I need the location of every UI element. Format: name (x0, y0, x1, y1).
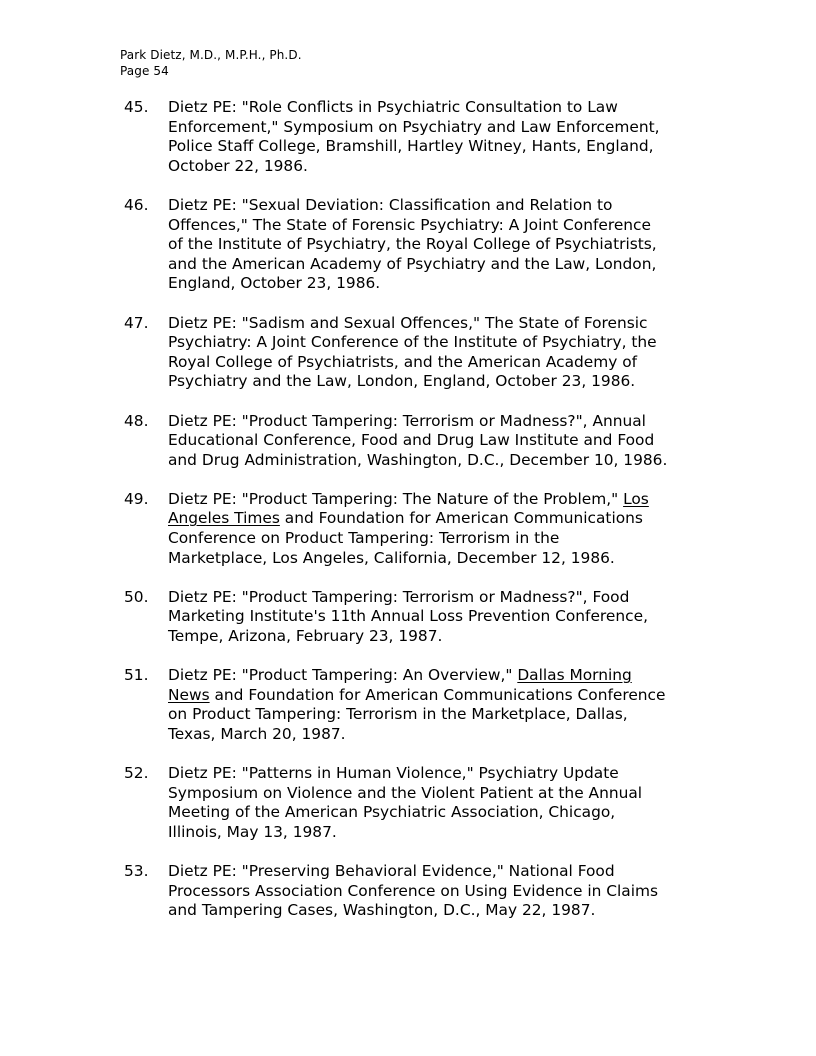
page-header (120, 47, 302, 79)
entry-line: Conference on Product Tampering: Terrorism in the (168, 529, 560, 548)
entry-text (168, 412, 708, 471)
entry-number: 46. (124, 195, 149, 214)
entry-number: 52. (124, 764, 149, 783)
entry-line: Dietz PE: "Product Tampering: Terrorism or Madness?", Annual (168, 411, 646, 430)
entry-line: Psychiatry: A Joint Conference of the Institute of Psychiatry, the (168, 333, 657, 352)
entry-line: Meeting of the American Psychiatric Association, Chicago, (168, 803, 616, 822)
list-item (0, 314, 708, 392)
author-credentials: Park Dietz, M.D., M.P.H., Ph.D. (120, 48, 302, 62)
publication-title-underlined: Angeles Times (168, 509, 280, 528)
entry-text (168, 490, 708, 568)
list-item (0, 98, 708, 176)
entry-line: of the Institute of Psychiatry, the Royal College of Psychiatrists, (168, 235, 657, 254)
entry-line: Tempe, Arizona, February 23, 1987. (168, 627, 443, 646)
list-item (0, 862, 708, 921)
entry-line (168, 666, 708, 686)
list-item (0, 196, 708, 294)
entry-line: Marketing Institute's 11th Annual Loss Prevention Conference, (168, 607, 648, 626)
entry-line (168, 490, 708, 510)
entry-number: 49. (124, 489, 149, 508)
entry-line: Dietz PE: "Patterns in Human Violence," Psychiatry Update (168, 764, 619, 783)
entry-line: Processors Association Conference on Using Evidence in Claims (168, 881, 659, 900)
entry-line: Royal College of Psychiatrists, and the American Academy of (168, 352, 638, 371)
entry-line: Dietz PE: "Sadism and Sexual Offences," The State of Forensic (168, 313, 648, 332)
entry-line-text: and Foundation for American Communications (279, 509, 643, 528)
entry-line (168, 686, 708, 706)
entry-text (168, 196, 708, 294)
entry-line: Police Staff College, Bramshill, Hartley Witney, Hants, England, (168, 137, 654, 156)
entry-line: and the American Academy of Psychiatry and the Law, London, (168, 254, 657, 273)
entry-text (168, 314, 708, 392)
entry-text (168, 666, 708, 744)
entry-line-text: Dietz PE: "Product Tampering: The Nature of the Problem," (168, 489, 624, 508)
entry-line: England, October 23, 1986. (168, 274, 381, 293)
entry-line: Enforcement," Symposium on Psychiatry and Law Enforcement, (168, 117, 660, 136)
list-item (0, 412, 708, 471)
entry-line: Offences," The State of Forensic Psychiatry: A Joint Conference (168, 215, 651, 234)
entry-number: 45. (124, 98, 149, 116)
entry-line-text: and Foundation for American Communications Conference (209, 685, 666, 704)
entry-line: Dietz PE: "Preserving Behavioral Evidence," National Food (168, 862, 615, 881)
entry-number: 51. (124, 666, 149, 685)
publication-title-underlined: News (168, 685, 210, 704)
list-item (0, 666, 708, 744)
entry-number: 48. (124, 411, 149, 430)
entry-line: and Drug Administration, Washington, D.C., December 10, 1986. (168, 450, 668, 469)
page-number: Page 54 (120, 64, 169, 78)
entry-line: Marketplace, Los Angeles, California, December 12, 1986. (168, 548, 615, 567)
list-item (0, 588, 708, 647)
entry-line: on Product Tampering: Terrorism in the Marketplace, Dallas, (168, 705, 628, 724)
entry-line: Dietz PE: "Role Conflicts in Psychiatric Consultation to Law (168, 98, 618, 116)
entry-text (168, 98, 708, 176)
entry-line: Dietz PE: "Product Tampering: Terrorism or Madness?", Food (168, 587, 630, 606)
entry-line: Symposium on Violence and the Violent Patient at the Annual (168, 783, 643, 802)
entry-line-text: Dietz PE: "Product Tampering: An Overview," (168, 666, 518, 685)
list-item (0, 490, 708, 568)
entry-number: 50. (124, 587, 149, 606)
entry-text (168, 588, 708, 647)
entry-number: 53. (124, 862, 149, 881)
publication-list (0, 98, 816, 941)
entry-line (168, 509, 708, 529)
entry-line: Educational Conference, Food and Drug Law Institute and Food (168, 431, 655, 450)
publication-title-underlined: Los (623, 489, 649, 508)
entry-line: Dietz PE: "Sexual Deviation: Classification and Relation to (168, 195, 613, 214)
entry-line: Illinois, May 13, 1987. (168, 822, 337, 841)
entry-line: Psychiatry and the Law, London, England, October 23, 1986. (168, 372, 636, 391)
list-item (0, 764, 708, 842)
entry-line: and Tampering Cases, Washington, D.C., May 22, 1987. (168, 901, 596, 920)
entry-text (168, 862, 708, 921)
entry-line: Texas, March 20, 1987. (168, 725, 346, 743)
entry-text (168, 764, 708, 842)
entry-line: October 22, 1986. (168, 156, 308, 175)
entry-number: 47. (124, 313, 149, 332)
publication-title-underlined: Dallas Morning (517, 666, 632, 685)
